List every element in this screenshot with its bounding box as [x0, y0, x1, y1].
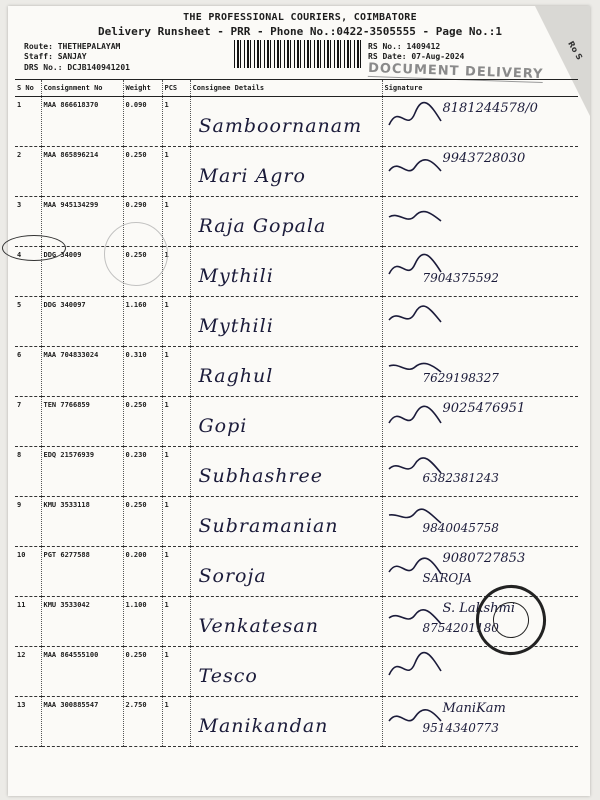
row-consignee-cell	[190, 597, 382, 647]
table-row	[15, 397, 578, 447]
row-weight: 0.090	[123, 97, 162, 147]
row-consignee-handwritten: Raja Gopala	[198, 215, 327, 237]
signature-scribble	[385, 399, 445, 437]
row-sno: 7	[15, 397, 41, 447]
row-consignment-no: DDG 34009	[41, 247, 123, 297]
row-consignment-no: MAA 865896214	[41, 147, 123, 197]
col-consignee: Consignee Details	[190, 80, 382, 97]
row-consignee-cell	[190, 547, 382, 597]
rs-number: RS No.: 1409412	[368, 42, 441, 51]
row-consignee-handwritten: Subramanian	[198, 515, 339, 537]
row-signature-cell	[382, 397, 578, 447]
row-weight: 0.250	[123, 147, 162, 197]
signature-line-2: 7629198327	[422, 371, 499, 385]
row-signature-cell	[382, 147, 578, 197]
row-consignee-handwritten: Subhashree	[198, 465, 324, 487]
company-title: THE PROFESSIONAL COURIERS, COIMBATORE	[183, 12, 417, 23]
signature-line-2: 8754201180	[422, 621, 499, 635]
signature-line-1: ManiKam	[442, 701, 506, 716]
row-sno: 10	[15, 547, 41, 597]
row-signature-cell	[382, 697, 578, 747]
row-consignee-cell	[190, 447, 382, 497]
row-sno: 9	[15, 497, 41, 547]
row-pcs: 1	[162, 397, 190, 447]
row-consignee-handwritten: Manikandan	[198, 715, 329, 737]
row-consignee-handwritten: Mythili	[198, 315, 274, 337]
row-pcs: 1	[162, 597, 190, 647]
signature-line-1: 9080727853	[442, 551, 526, 566]
row-sno: 5	[15, 297, 41, 347]
row-consignment-no: PGT 6277588	[41, 547, 123, 597]
signature-line-2: 6382381243	[422, 471, 499, 485]
row-pcs: 1	[162, 697, 190, 747]
row-weight: 1.100	[123, 597, 162, 647]
row-consignee-handwritten: Gopi	[198, 415, 248, 437]
row-pcs: 1	[162, 247, 190, 297]
table-row	[15, 347, 578, 397]
row-signature-cell	[382, 247, 578, 297]
row-sno: 4	[15, 247, 41, 297]
staff-label: Staff: SANJAY	[24, 52, 87, 61]
table-row	[15, 697, 578, 747]
corner-text: Ro S	[565, 39, 584, 62]
signature-line-1: S. Lakshmi	[442, 601, 515, 616]
table-row	[15, 447, 578, 497]
row-weight: 0.250	[123, 247, 162, 297]
row-sno: 12	[15, 647, 41, 697]
row-consignment-no: TEN 7766859	[41, 397, 123, 447]
row-signature-cell	[382, 197, 578, 247]
row-consignee-cell	[190, 497, 382, 547]
row-consignee-cell	[190, 197, 382, 247]
row-pcs: 1	[162, 147, 190, 197]
signature-line-1: 8181244578/0	[442, 101, 538, 116]
runsheet-subtitle: Delivery Runsheet - PRR - Phone No.:0422-3505555 - Page No.:1	[98, 25, 502, 38]
row-signature-cell	[382, 547, 578, 597]
signature-scribble	[385, 299, 445, 337]
row-weight: 1.160	[123, 297, 162, 347]
table-row	[15, 297, 578, 347]
row-consignee-cell	[190, 347, 382, 397]
row-pcs: 1	[162, 97, 190, 147]
row-consignee-cell	[190, 647, 382, 697]
row-weight: 0.310	[123, 347, 162, 397]
table-header-row	[15, 80, 578, 97]
row-weight: 0.230	[123, 447, 162, 497]
col-consignment: Consignment No	[41, 80, 123, 97]
table-row	[15, 197, 578, 247]
row-consignment-no: DDG 340097	[41, 297, 123, 347]
row-signature-cell	[382, 647, 578, 697]
row-consignment-no: MAA 300885547	[41, 697, 123, 747]
signature-scribble	[385, 149, 445, 187]
row-sno: 11	[15, 597, 41, 647]
drs-number: DRS No.: DCJB140941201	[24, 63, 130, 72]
rs-date: RS Date: 07-Aug-2024	[368, 52, 465, 61]
row-pcs: 1	[162, 347, 190, 397]
row-sno: 8	[15, 447, 41, 497]
row-signature-cell	[382, 447, 578, 497]
row-pcs: 1	[162, 647, 190, 697]
signature-scribble	[385, 99, 445, 137]
row-consignment-no: MAA 704833024	[41, 347, 123, 397]
row-sno: 6	[15, 347, 41, 397]
row-consignee-cell	[190, 247, 382, 297]
signature-line-2: 7904375592	[422, 271, 499, 285]
row-weight: 0.250	[123, 497, 162, 547]
row-pcs: 1	[162, 297, 190, 347]
signature-line-1: 9943728030	[442, 151, 526, 166]
row-weight: 0.250	[123, 647, 162, 697]
row-consignee-handwritten: Soroja	[198, 565, 267, 587]
row-pcs: 1	[162, 197, 190, 247]
row-sno: 3	[15, 197, 41, 247]
signature-line-2: SAROJA	[422, 571, 472, 585]
signature-line-2: 9514340773	[422, 721, 499, 735]
row-consignee-cell	[190, 297, 382, 347]
signature-line-2: 9840045758	[422, 521, 499, 535]
signature-scribble	[385, 649, 445, 687]
row-sno: 1	[15, 97, 41, 147]
row-signature-cell	[382, 347, 578, 397]
row-consignee-handwritten: Samboornanam	[198, 115, 363, 137]
col-weight: Weight	[123, 80, 162, 97]
table-row	[15, 147, 578, 197]
col-signature: Signature	[382, 80, 578, 97]
row-consignee-handwritten: Mythili	[198, 265, 274, 287]
stamp-inner-ring	[490, 599, 533, 642]
table-row	[15, 97, 578, 147]
row-consignee-cell	[190, 397, 382, 447]
faint-round-stamp	[104, 222, 168, 286]
row-signature-cell	[382, 297, 578, 347]
row-consignee-handwritten: Raghul	[198, 365, 274, 387]
barcode	[234, 40, 362, 68]
row-pcs: 1	[162, 547, 190, 597]
row-consignment-no: MAA 864555100	[41, 647, 123, 697]
col-pcs: PCS	[162, 80, 190, 97]
row-pcs: 1	[162, 447, 190, 497]
row-consignment-no: MAA 945134299	[41, 197, 123, 247]
row-sno: 13	[15, 697, 41, 747]
signature-line-1: 9025476951	[442, 401, 526, 416]
pen-circle-mark	[2, 235, 66, 261]
row-consignee-cell	[190, 97, 382, 147]
row-sno: 2	[15, 147, 41, 197]
row-consignee-cell	[190, 697, 382, 747]
row-weight: 0.200	[123, 547, 162, 597]
table-row	[15, 247, 578, 297]
col-sno: S No	[15, 80, 41, 97]
signature-scribble	[385, 199, 445, 237]
row-signature-cell	[382, 97, 578, 147]
row-consignee-handwritten: Venkatesan	[198, 615, 319, 637]
row-weight: 2.750	[123, 697, 162, 747]
route-label: Route: THETHEPALAYAM	[24, 42, 121, 51]
table-row	[15, 647, 578, 697]
row-weight: 0.250	[123, 397, 162, 447]
row-signature-cell	[382, 497, 578, 547]
row-consignee-handwritten: Tesco	[198, 665, 258, 687]
row-consignment-no: KMU 3533118	[41, 497, 123, 547]
row-pcs: 1	[162, 497, 190, 547]
row-weight: 0.290	[123, 197, 162, 247]
row-consignment-no: EDQ 21576939	[41, 447, 123, 497]
row-consignee-cell	[190, 147, 382, 197]
row-consignee-handwritten: Mari Agro	[198, 165, 306, 187]
row-consignment-no: KMU 3533042	[41, 597, 123, 647]
table-row	[15, 497, 578, 547]
row-consignment-no: MAA 866618370	[41, 97, 123, 147]
document-delivery-stamp: DOCUMENT DELIVERY	[367, 60, 544, 83]
